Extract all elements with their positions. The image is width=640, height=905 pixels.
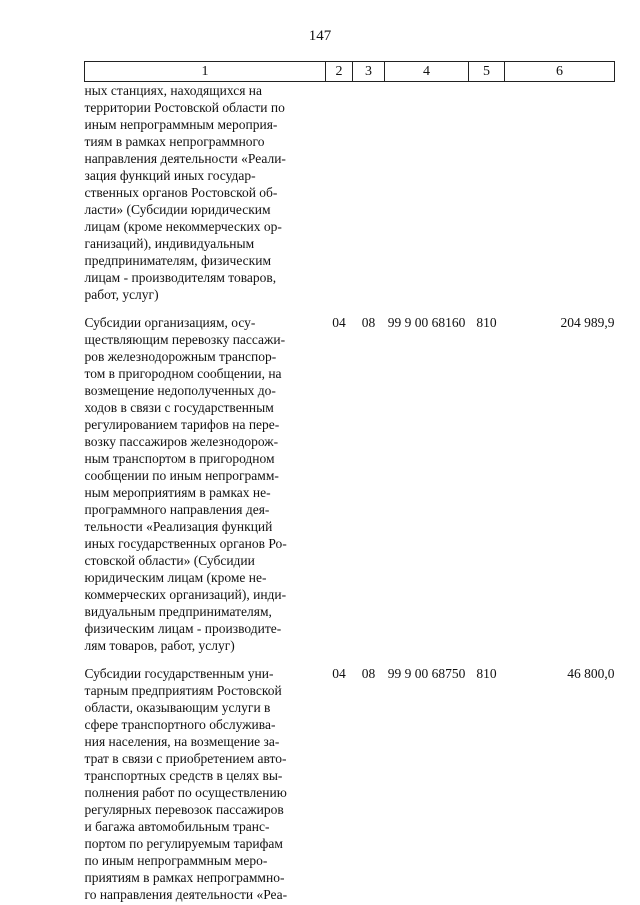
description-line: лицам (кроме некоммерческих ор-: [84, 219, 282, 234]
spacer-cell: [385, 654, 469, 665]
header-col-4: 4: [385, 62, 469, 82]
table-header-row: [85, 62, 615, 82]
description-line: регулированием тарифов на пере-: [84, 417, 280, 432]
description-line: видуальным предпринимателям,: [84, 604, 272, 619]
spacer-cell: [469, 303, 505, 314]
description-line: программного направления дея-: [84, 502, 270, 517]
description-line: юридическим лицам (кроме не-: [84, 570, 267, 585]
header-col-3: 3: [353, 62, 385, 82]
description-line: работ, услуг): [84, 287, 159, 302]
description-line: ходов в связи с государственным: [84, 400, 274, 415]
row-description: [85, 82, 326, 304]
description-line: транспортных средств в целях вы-: [84, 768, 283, 783]
description-line: физическим лицам - производите-: [84, 621, 282, 636]
spacer-cell: [85, 654, 326, 665]
section-code: [326, 82, 353, 304]
description-line: ласти» (Субсидии юридическим: [84, 202, 271, 217]
spacer-cell: [85, 303, 326, 314]
description-line: зация функций иных государ-: [84, 168, 256, 183]
budget-table: [84, 61, 615, 903]
table-row: [85, 314, 615, 654]
spacer-cell: [326, 654, 353, 665]
target-article-code: [385, 82, 469, 304]
target-article-code: 99 9 00 68160: [387, 315, 466, 330]
header-col-5: 5: [469, 62, 505, 82]
amount: 204 989,9: [560, 315, 615, 330]
amount: [505, 82, 615, 304]
description-line: ным мероприятиям в рамках не-: [84, 485, 271, 500]
description-line: территории Ростовской области по: [84, 100, 285, 115]
description-line: направления деятельности «Реали-: [84, 151, 286, 166]
description-line: лям товаров, работ, услуг): [84, 638, 235, 653]
spacer-cell: [505, 654, 615, 665]
description-line: трат в связи с приобретением авто-: [84, 751, 287, 766]
expense-type-code: 810: [476, 666, 497, 681]
description-line: го направления деятельности «Реа-: [84, 887, 288, 902]
row-spacer: [85, 303, 615, 314]
description-line: Субсидии государственным уни-: [84, 666, 274, 681]
description-line: иных государственных органов Ро-: [84, 536, 287, 551]
subsection-code: [353, 82, 385, 304]
target-article-code: 99 9 00 68750: [387, 666, 466, 681]
header-col-1: 1: [85, 62, 326, 82]
row-description: [85, 314, 326, 654]
description-line: ганизаций), индивидуальным: [84, 236, 255, 251]
header-col-2: 2: [326, 62, 353, 82]
description-line: по иным непрограммным меро-: [84, 853, 268, 868]
subsection-code: 08: [361, 666, 376, 681]
subsection-code: 08: [361, 315, 376, 330]
description-line: предпринимателям, физическим: [84, 253, 271, 268]
description-line: и багажа автомобильным транс-: [84, 819, 270, 834]
description-line: тельности «Реализация функций: [84, 519, 273, 534]
amount: 46 800,0: [567, 666, 615, 681]
description-line: сфере транспортного обслужива-: [84, 717, 276, 732]
page-number: 147: [308, 28, 332, 44]
spacer-cell: [353, 303, 385, 314]
expense-type-code: [469, 82, 505, 304]
description-line: ществляющим перевозку пассажи-: [84, 332, 286, 347]
spacer-cell: [385, 303, 469, 314]
description-line: том в пригородном сообщении, на: [84, 366, 282, 381]
spacer-cell: [326, 303, 353, 314]
description-line: ственных органов Ростовской об-: [84, 185, 278, 200]
spacer-cell: [469, 654, 505, 665]
row-spacer: [85, 654, 615, 665]
description-line: ния населения, на возмещение за-: [84, 734, 280, 749]
description-line: тарным предприятиям Ростовской: [84, 683, 282, 698]
description-line: регулярных перевозок пассажиров: [84, 802, 284, 817]
description-line: ных станциях, находящихся на: [84, 83, 263, 98]
description-line: возмещение недополученных до-: [84, 383, 276, 398]
description-line: полнения работ по осуществлению: [84, 785, 287, 800]
description-line: тиям в рамках непрограммного: [84, 134, 265, 149]
description-line: портом по регулируемым тарифам: [84, 836, 283, 851]
table-row: [85, 665, 615, 903]
expense-type-code: 810: [476, 315, 497, 330]
description-line: Субсидии организациям, осу-: [84, 315, 256, 330]
description-line: стовской области» (Субсидии: [84, 553, 255, 568]
description-line: сообщении по иным непрограмм-: [84, 468, 279, 483]
section-code: 04: [332, 666, 346, 681]
row-description: [85, 665, 326, 903]
spacer-cell: [505, 303, 615, 314]
description-line: лицам - производителям товаров,: [84, 270, 277, 285]
description-line: возку пассажиров железнодорож-: [84, 434, 279, 449]
description-line: приятиям в рамках непрограммно-: [84, 870, 285, 885]
description-line: ров железнодорожным транспор-: [84, 349, 277, 364]
description-line: коммерческих организаций), инди-: [84, 587, 287, 602]
description-line: иным непрограммным мероприя-: [84, 117, 278, 132]
description-line: области, оказывающим услуги в: [84, 700, 271, 715]
header-col-6: 6: [505, 62, 615, 82]
spacer-cell: [353, 654, 385, 665]
table-row: [85, 82, 615, 304]
section-code: 04: [332, 315, 346, 330]
description-line: ным транспортом в пригородном: [84, 451, 275, 466]
